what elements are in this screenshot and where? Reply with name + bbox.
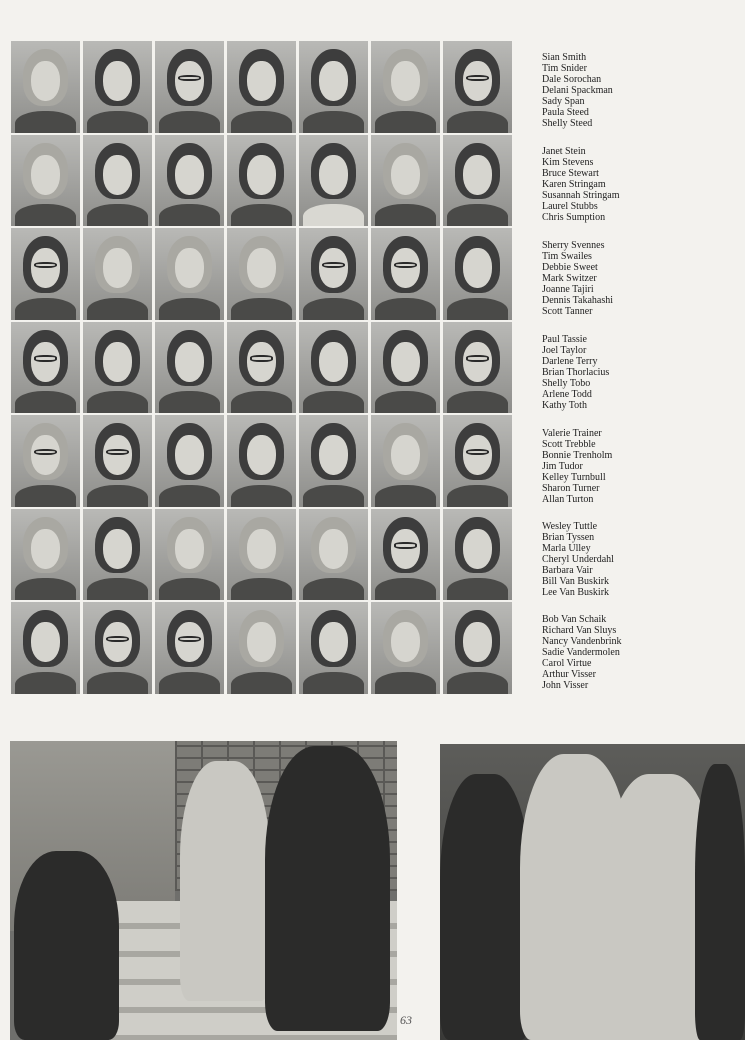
student-portrait bbox=[371, 135, 440, 227]
portrait-body bbox=[303, 298, 364, 320]
name-group bbox=[542, 240, 742, 317]
portrait-body bbox=[15, 111, 76, 133]
portrait-body bbox=[87, 111, 148, 133]
portrait-body bbox=[303, 391, 364, 413]
portrait-face bbox=[31, 342, 60, 382]
portrait-face bbox=[319, 435, 348, 475]
student-name: Paula Steed bbox=[542, 107, 589, 118]
student-portrait bbox=[443, 415, 512, 507]
portrait-body bbox=[87, 298, 148, 320]
portrait-face bbox=[247, 61, 276, 101]
portrait-body bbox=[231, 111, 292, 133]
portrait-face bbox=[247, 248, 276, 288]
student-name: Laurel Stubbs bbox=[542, 201, 598, 212]
candid-photo-stairs bbox=[10, 741, 397, 1040]
portrait-body bbox=[231, 578, 292, 600]
student-name: Arthur Visser bbox=[542, 669, 596, 680]
student-portrait bbox=[155, 509, 224, 601]
portrait-face bbox=[31, 435, 60, 475]
student-portrait bbox=[371, 509, 440, 601]
portrait-body bbox=[159, 204, 220, 226]
portrait-face bbox=[247, 342, 276, 382]
portrait-face bbox=[103, 529, 132, 569]
portrait-face bbox=[247, 622, 276, 662]
student-name: Paul Tassie bbox=[542, 334, 587, 345]
portrait-face bbox=[463, 435, 492, 475]
portrait-body bbox=[303, 672, 364, 694]
portrait-body bbox=[159, 298, 220, 320]
portrait-face bbox=[175, 529, 204, 569]
portrait-face bbox=[175, 155, 204, 195]
student-name: Mark Switzer bbox=[542, 273, 597, 284]
student-name: Lee Van Buskirk bbox=[542, 587, 610, 598]
student-name: Sian Smith bbox=[542, 52, 587, 63]
student-portrait bbox=[11, 322, 80, 414]
portrait-face bbox=[319, 248, 348, 288]
student-name: Joanne Tajiri bbox=[542, 284, 594, 295]
portrait-face bbox=[103, 61, 132, 101]
portrait-face bbox=[463, 529, 492, 569]
student-name: Delani Spackman bbox=[542, 85, 613, 96]
student-portrait bbox=[299, 509, 368, 601]
portrait-face bbox=[463, 622, 492, 662]
portrait-grid bbox=[11, 41, 514, 698]
portrait-body bbox=[447, 672, 508, 694]
portrait-face bbox=[175, 248, 204, 288]
student-portrait bbox=[443, 602, 512, 694]
student-portrait bbox=[299, 41, 368, 133]
student-portrait bbox=[371, 41, 440, 133]
student-name: Kim Stevens bbox=[542, 157, 594, 168]
portrait-face bbox=[31, 155, 60, 195]
student-name: Tim Swailes bbox=[542, 251, 592, 262]
portrait-face bbox=[463, 61, 492, 101]
student-portrait bbox=[299, 135, 368, 227]
student-portrait bbox=[227, 415, 296, 507]
portrait-body bbox=[375, 485, 436, 507]
student-portrait bbox=[227, 322, 296, 414]
portrait-body bbox=[159, 578, 220, 600]
student-portrait bbox=[371, 602, 440, 694]
portrait-body bbox=[375, 391, 436, 413]
portrait-face bbox=[103, 155, 132, 195]
portrait-body bbox=[447, 111, 508, 133]
student-name: Kelley Turnbull bbox=[542, 472, 606, 483]
portrait-face bbox=[391, 61, 420, 101]
portrait-face bbox=[391, 342, 420, 382]
portrait-body bbox=[87, 672, 148, 694]
student-name: Darlene Terry bbox=[542, 356, 598, 367]
student-portrait bbox=[155, 135, 224, 227]
portrait-face bbox=[175, 61, 204, 101]
student-portrait bbox=[155, 228, 224, 320]
student-portrait bbox=[299, 322, 368, 414]
portrait-face bbox=[319, 342, 348, 382]
student-portrait bbox=[443, 509, 512, 601]
person-seated-left bbox=[14, 851, 119, 1040]
portrait-body bbox=[231, 391, 292, 413]
student-portrait bbox=[227, 228, 296, 320]
portrait-body bbox=[447, 578, 508, 600]
student-portrait bbox=[11, 135, 80, 227]
portrait-face bbox=[391, 529, 420, 569]
portrait-body bbox=[159, 391, 220, 413]
student-name: Sadie Vandermolen bbox=[542, 647, 620, 658]
portrait-body bbox=[375, 578, 436, 600]
student-name: Arlene Todd bbox=[542, 389, 592, 400]
portrait-face bbox=[247, 529, 276, 569]
portrait-face bbox=[319, 622, 348, 662]
portrait-body bbox=[303, 204, 364, 226]
student-portrait bbox=[83, 228, 152, 320]
student-name: Karen Stringam bbox=[542, 179, 606, 190]
portrait-face bbox=[103, 435, 132, 475]
student-portrait bbox=[11, 415, 80, 507]
student-name: Debbie Sweet bbox=[542, 262, 598, 273]
student-portrait bbox=[443, 228, 512, 320]
name-group bbox=[542, 52, 742, 129]
student-portrait bbox=[11, 509, 80, 601]
portrait-body bbox=[159, 485, 220, 507]
portrait-body bbox=[231, 298, 292, 320]
student-name: Dennis Takahashi bbox=[542, 295, 614, 306]
person-left bbox=[440, 774, 530, 1040]
person-sitting-center bbox=[180, 761, 270, 1001]
name-group bbox=[542, 428, 742, 505]
student-name: Sharon Turner bbox=[542, 483, 600, 494]
student-name: Shelly Steed bbox=[542, 118, 593, 129]
student-name: Bill Van Buskirk bbox=[542, 576, 610, 587]
student-name: Valerie Trainer bbox=[542, 428, 602, 439]
student-portrait bbox=[299, 228, 368, 320]
portrait-face bbox=[391, 248, 420, 288]
student-portrait bbox=[83, 322, 152, 414]
portrait-face bbox=[463, 155, 492, 195]
student-name: Richard Van Sluys bbox=[542, 625, 617, 636]
portrait-body bbox=[231, 204, 292, 226]
student-portrait bbox=[371, 322, 440, 414]
student-name: Brian Thorlacius bbox=[542, 367, 610, 378]
name-group bbox=[542, 521, 742, 598]
portrait-face bbox=[247, 435, 276, 475]
student-name: Brian Tyssen bbox=[542, 532, 595, 543]
portrait-body bbox=[303, 485, 364, 507]
student-portrait bbox=[227, 509, 296, 601]
student-name: Susannah Stringam bbox=[542, 190, 620, 201]
student-name: Kathy Toth bbox=[542, 400, 587, 411]
person-right-edge bbox=[695, 764, 745, 1040]
student-name: Janet Stein bbox=[542, 146, 586, 157]
portrait-body bbox=[87, 578, 148, 600]
portrait-face bbox=[31, 248, 60, 288]
student-name: Scott Tanner bbox=[542, 306, 593, 317]
page-number: 63 bbox=[400, 1013, 412, 1027]
portrait-body bbox=[375, 204, 436, 226]
portrait-body bbox=[447, 298, 508, 320]
portrait-face bbox=[319, 155, 348, 195]
portrait-face bbox=[31, 622, 60, 662]
student-portrait bbox=[83, 415, 152, 507]
portrait-body bbox=[159, 672, 220, 694]
student-portrait bbox=[299, 415, 368, 507]
student-name: Nancy Vandenbrink bbox=[542, 636, 622, 647]
student-portrait bbox=[227, 41, 296, 133]
portrait-body bbox=[15, 391, 76, 413]
student-portrait bbox=[155, 602, 224, 694]
student-portrait bbox=[83, 509, 152, 601]
person-sitting-right bbox=[265, 746, 390, 1031]
portrait-body bbox=[159, 111, 220, 133]
student-name: Sherry Svennes bbox=[542, 240, 605, 251]
student-name: Jim Tudor bbox=[542, 461, 583, 472]
portrait-body bbox=[231, 485, 292, 507]
name-group bbox=[542, 146, 742, 223]
portrait-body bbox=[15, 578, 76, 600]
portrait-face bbox=[175, 342, 204, 382]
portrait-body bbox=[15, 298, 76, 320]
portrait-body bbox=[375, 672, 436, 694]
student-name: Bob Van Schaik bbox=[542, 614, 607, 625]
portrait-body bbox=[231, 672, 292, 694]
portrait-face bbox=[319, 529, 348, 569]
student-name: Shelly Tobo bbox=[542, 378, 591, 389]
student-portrait bbox=[443, 41, 512, 133]
student-name: Cheryl Underdahl bbox=[542, 554, 614, 565]
portrait-body bbox=[303, 578, 364, 600]
student-portrait bbox=[83, 135, 152, 227]
student-name: Carol Virtue bbox=[542, 658, 592, 669]
student-portrait bbox=[443, 135, 512, 227]
name-group bbox=[542, 614, 742, 691]
portrait-face bbox=[463, 248, 492, 288]
portrait-body bbox=[447, 485, 508, 507]
student-portrait bbox=[371, 415, 440, 507]
portrait-face bbox=[319, 61, 348, 101]
student-name: Bonnie Trenholm bbox=[542, 450, 613, 461]
portrait-face bbox=[103, 248, 132, 288]
student-name: Bruce Stewart bbox=[542, 168, 599, 179]
portrait-face bbox=[31, 61, 60, 101]
portrait-face bbox=[391, 622, 420, 662]
portrait-body bbox=[15, 485, 76, 507]
candid-photo-hallway bbox=[440, 744, 745, 1040]
portrait-body bbox=[303, 111, 364, 133]
student-portrait bbox=[83, 41, 152, 133]
portrait-face bbox=[391, 435, 420, 475]
student-name: Allan Turton bbox=[542, 494, 594, 505]
portrait-face bbox=[103, 342, 132, 382]
student-portrait bbox=[227, 135, 296, 227]
student-portrait bbox=[83, 602, 152, 694]
student-name: John Visser bbox=[542, 680, 589, 691]
student-portrait bbox=[299, 602, 368, 694]
student-name: Chris Sumption bbox=[542, 212, 606, 223]
portrait-face bbox=[463, 342, 492, 382]
portrait-body bbox=[15, 672, 76, 694]
student-portrait bbox=[155, 41, 224, 133]
portrait-face bbox=[247, 155, 276, 195]
portrait-face bbox=[391, 155, 420, 195]
portrait-body bbox=[447, 204, 508, 226]
student-portrait bbox=[371, 228, 440, 320]
portrait-body bbox=[87, 204, 148, 226]
student-name: Marla Ulley bbox=[542, 543, 591, 554]
student-portrait bbox=[443, 322, 512, 414]
portrait-body bbox=[87, 485, 148, 507]
student-name: Wesley Tuttle bbox=[542, 521, 598, 532]
portrait-body bbox=[87, 391, 148, 413]
student-name: Joel Taylor bbox=[542, 345, 587, 356]
student-portrait bbox=[11, 41, 80, 133]
student-portrait bbox=[11, 228, 80, 320]
student-name: Scott Trebble bbox=[542, 439, 596, 450]
portrait-face bbox=[175, 622, 204, 662]
student-portrait bbox=[227, 602, 296, 694]
student-name: Dale Sorochan bbox=[542, 74, 602, 85]
portrait-body bbox=[447, 391, 508, 413]
student-portrait bbox=[11, 602, 80, 694]
portrait-face bbox=[31, 529, 60, 569]
portrait-body bbox=[15, 204, 76, 226]
portrait-face bbox=[103, 622, 132, 662]
student-portrait bbox=[155, 322, 224, 414]
portrait-body bbox=[375, 111, 436, 133]
portrait-face bbox=[175, 435, 204, 475]
portrait-body bbox=[375, 298, 436, 320]
student-portrait bbox=[155, 415, 224, 507]
student-name: Tim Snider bbox=[542, 63, 587, 74]
student-name: Sady Span bbox=[542, 96, 585, 107]
student-name: Barbara Vair bbox=[542, 565, 593, 576]
name-group bbox=[542, 334, 742, 411]
